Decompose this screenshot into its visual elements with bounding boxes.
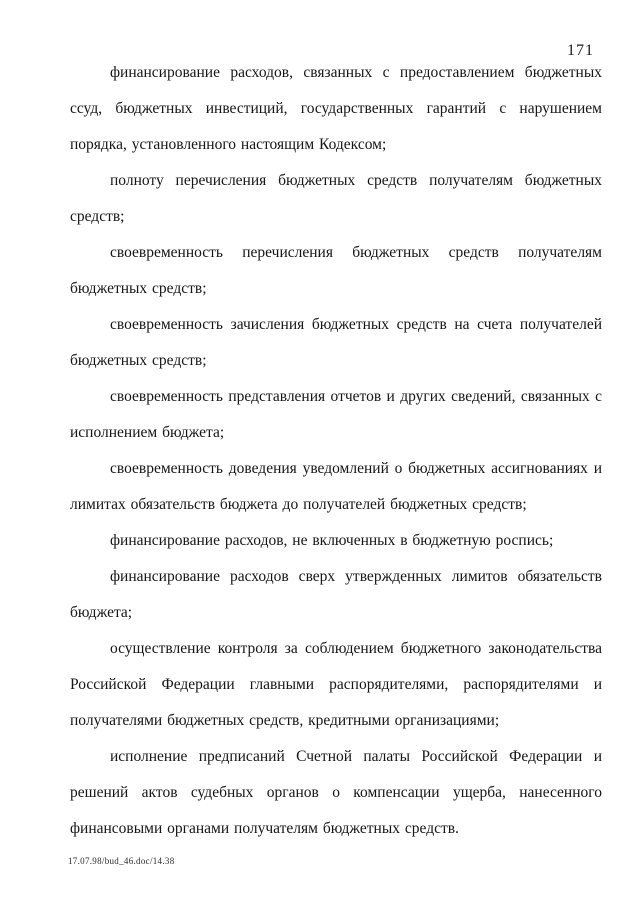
- document-footer-stamp: 17.07.98/bud_46.doc/14.38: [68, 856, 175, 866]
- page-number: 171: [567, 42, 594, 59]
- paragraph: своевременность доведения уведомлений о бюджетных ассигнованиях и лимитах обязательств бюджета до получателей бюджетных средств;: [70, 460, 602, 513]
- paragraph: осуществление контроля за соблюдением бюджетного законодательства Российской Федерации главными распорядителями, распорядителями и получателями бюджетных средств, кредитными организациями;: [70, 640, 602, 729]
- paragraph: финансирование расходов, не включенных в бюджетную роспись;: [110, 532, 554, 549]
- paragraph: полноту перечисления бюджетных средств получателям бюджетных средств;: [70, 172, 602, 225]
- document-body: [70, 55, 602, 847]
- paragraph: финансирование расходов сверх утвержденных лимитов обязательств бюджета;: [70, 568, 602, 621]
- paragraph: своевременность перечисления бюджетных средств получателям бюджетных средств;: [70, 244, 602, 297]
- paragraph: исполнение предписаний Счетной палаты Российской Федерации и решений актов судебных органов о компенсации ущерба, нанесенного финансовыми органами получателям бюджетных средств.: [70, 748, 602, 837]
- paragraph: своевременность представления отчетов и других сведений, связанных с исполнением бюджета;: [70, 388, 602, 441]
- paragraph: своевременность зачисления бюджетных средств на счета получателей бюджетных средств;: [70, 316, 602, 369]
- paragraph: финансирование расходов, связанных с предоставлением бюджетных ссуд, бюджетных инвестиций, государственных гарантий с нарушением порядка, установленного настоящим Кодексом;: [70, 64, 602, 153]
